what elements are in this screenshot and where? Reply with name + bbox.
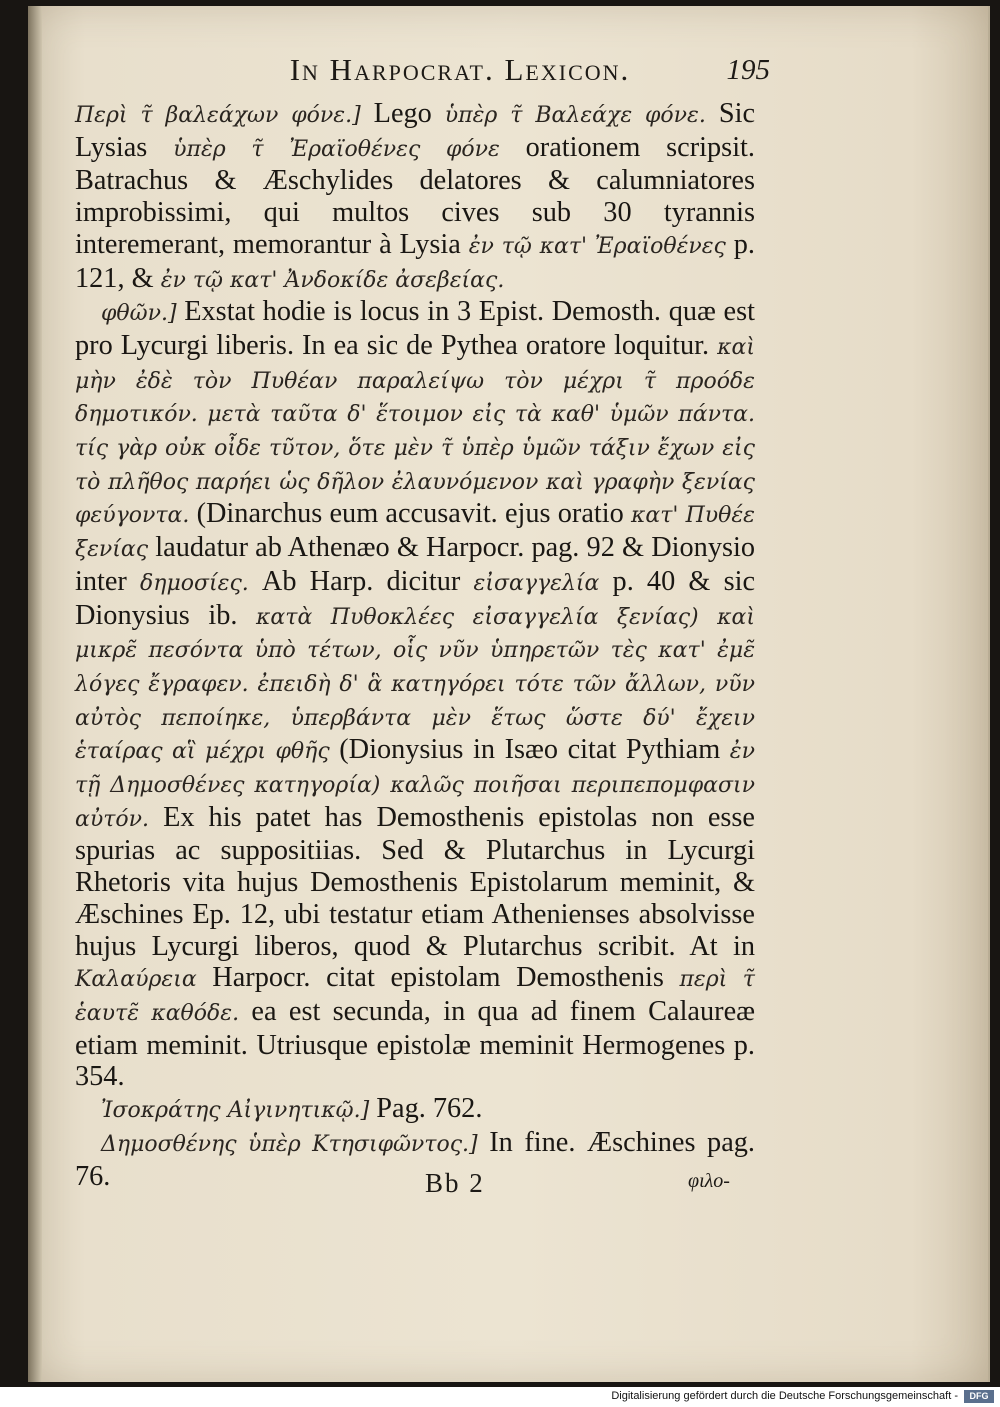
latin-text: In fine. Æschines pag. 76.: [75, 1126, 755, 1192]
paragraph-2: [75, 296, 755, 1093]
latin-text: Sic Lysias: [75, 98, 756, 163]
latin-text: ea est secunda, in qua ad finem Calaureæ etiam meminit. Utriusque epistolæ meminit Hermogenes p. 354.: [75, 995, 755, 1093]
latin-text: Ex his patet has Demosthenis epistolas non esse spurias ac suppositiias. Sed & Plutarchus in Lycurgi Rhetoris vita hujus Demosthenis Epistolarum meminit, & Æschines Ep. 12, ubi testatur etiam Athenienses absolvisse hujus Lycurgi liberos, quod & Plutarchus scribit. At in: [75, 801, 755, 962]
funding-text: Digitalisierung gefördert durch die Deutsche Forschungsgemeinschaft -: [611, 1390, 958, 1402]
greek-text: Ἰσοκράτης Αἰγινητικῷ.]: [101, 1098, 370, 1124]
greek-text: περὶ τ̃ ἑαυτε̃ καθόδε.: [75, 967, 755, 1026]
page-gutter: [28, 6, 42, 1382]
paragraph-1: [75, 98, 755, 296]
greek-text: κατ' Πυθέε ξενίας: [75, 503, 755, 563]
greek-text: κατὰ Πυθοκλέες εἰσαγγελία ξενίας) καὶ μικρε̃ πεσόντα ὑπὸ τέτων, οἷς νῦν ὑπηρετῶν τὲς κατ' ἐμε̃ λόγες ἔγραφεν. ἐπειδὴ δ' ἃ κατηγόρει τότε τῶν ἄλλων, νῦν αὐτὸς πεποίηκε, ὑπερβάντα μὲν ἕτως ὥστε δύ' ἔχειν ἑταίρας αἳ μέχρι φθῆς: [75, 604, 755, 765]
greek-text: καὶ μὴν ἐδὲ τὸν Πυθέαν παραλείψω τὸν μέχρι τ̃ προόδε δημοτικόν. μετὰ ταῦτα δ' ἕτοιμον εἰς τὰ καθ' ὑμῶν πάντα. τίς γὰρ οὐκ οἶδε τῦτον, ὅτε μὲν τ̃ ὑπὲρ ὑμῶν τάξιν ἔχων εἰς τὸ πλῆθος παρήει ὡς δῆλον ἐλαυνόμενον καὶ γραφὴν ξενίας φεύγοντα.: [75, 334, 755, 529]
latin-text: p. 40 & sic Dionysius ib.: [75, 565, 756, 631]
signature-mark: Bb 2: [425, 1168, 485, 1198]
greek-text: δημοσίες.: [140, 570, 249, 596]
greek-text: ἐν τῷ κατ' Ἐραϊοθένες: [468, 233, 726, 259]
page-text: [75, 98, 755, 1192]
greek-text: ἐν τῷ κατ' Ἀνδοκίδε ἀσεβείας.: [160, 267, 505, 293]
greek-text: καλῶς ποιῆσαι περιπεπομφασιν αὐτόν.: [75, 773, 755, 832]
greek-text: Δημοσθένης ὑπὲρ Κτησιφῶντος.]: [101, 1131, 478, 1157]
greek-text: Περὶ τ̃ βαλεάχων φόνε.]: [75, 103, 361, 128]
catchword: φιλο-: [688, 1170, 730, 1192]
paragraph-3: [75, 1093, 755, 1127]
running-title: In Harpocrat. Lexicon.: [289, 52, 631, 87]
dfg-logo: DFG: [964, 1390, 994, 1403]
greek-text: φθῶν.]: [101, 301, 177, 327]
greek-text: ὑπὲρ τ̃ Βαλεάχε φόνε.: [444, 103, 706, 128]
greek-text: Καλαύρεια: [75, 967, 197, 993]
latin-text: laudatur ab Athenæo & Harpocr. pag. 92 & Dionysio inter: [75, 532, 755, 597]
greek-text: ἐν τῇ Δημοσθένες κατηγορία): [75, 739, 755, 799]
latin-text: (Dinarchus eum accusavit. ejus oratio: [189, 498, 631, 530]
latin-text: Pag. 762.: [369, 1093, 483, 1125]
greek-text: εἰσαγγελία: [473, 570, 600, 596]
latin-text: (Dionysius in Isæo citat Pythiam: [329, 734, 730, 766]
latin-text: Lego: [360, 98, 445, 129]
latin-text: p. 121, &: [75, 228, 755, 294]
latin-text: Ab Harp. dicitur: [248, 565, 474, 597]
greek-text: ὑπὲρ τ̃ Ἐραϊοθένες φόνε: [173, 136, 500, 162]
paragraph-4: [75, 1127, 755, 1192]
latin-text: orationem scripsit. Batrachus & Æschylides delatores & calumniatores improbissimi, qui multos cives sub 30 tyrannis interemerant, memorantur à Lysia: [75, 131, 755, 260]
latin-text: Exstat hodie is locus in 3 Epist. Demosth. quæ est pro Lycurgi liberis. In ea sic de Pythea oratore loquitur.: [75, 296, 755, 361]
page-number: 195: [726, 54, 770, 86]
latin-text: Harpocr. citat epistolam Demosthenis: [196, 962, 680, 994]
funding-banner: [0, 1387, 1000, 1407]
